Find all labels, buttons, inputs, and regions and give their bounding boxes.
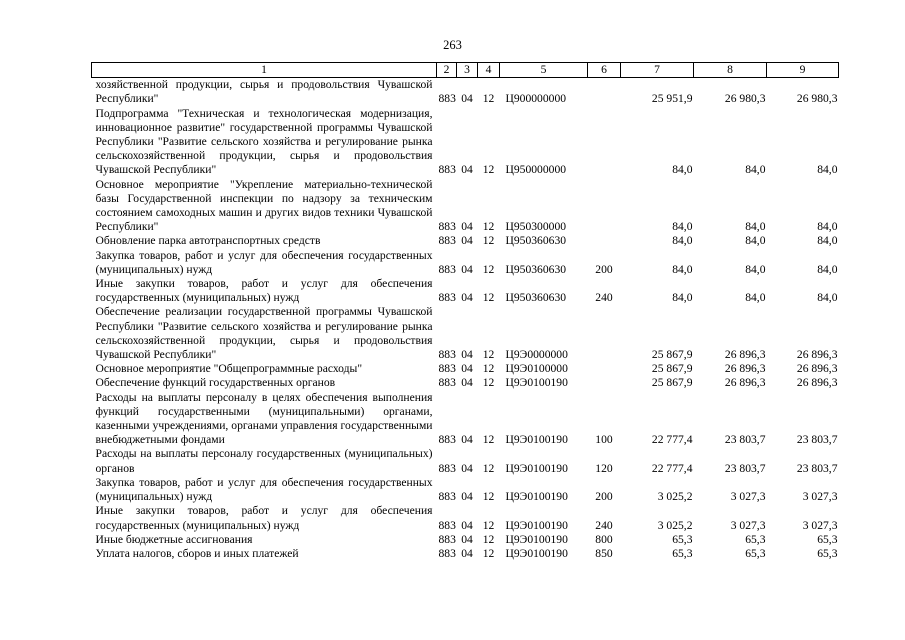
- amount-col-7: 25 867,9: [651, 376, 693, 390]
- table-row: [92, 504, 839, 532]
- section-code: 04: [461, 220, 473, 234]
- table-row: [92, 78, 839, 107]
- amount-col-7: 65,3: [672, 546, 693, 560]
- subsection-code: 12: [482, 234, 495, 248]
- amount-col-7: 22 777,4: [651, 433, 693, 447]
- subsection-code: 12: [482, 490, 495, 504]
- subsection-code: 12: [482, 92, 495, 106]
- budget-table: [91, 62, 839, 561]
- section-code: 04: [461, 433, 473, 447]
- amount-col-7: 25 867,9: [651, 362, 693, 376]
- section-code: 04: [461, 291, 473, 305]
- amount-col-7: 25 867,9: [651, 348, 693, 362]
- expense-type-code: 120: [595, 461, 613, 475]
- target-article-code: Ц950000000: [505, 163, 567, 177]
- amount-col-7: 65,3: [672, 532, 693, 546]
- amount-col-9: 84,0: [817, 220, 838, 234]
- target-article-code: Ц9Э0100000: [505, 362, 568, 376]
- admin-code: 883: [438, 532, 456, 546]
- amount-col-7: 3 025,2: [657, 518, 693, 532]
- section-code: 04: [461, 234, 473, 248]
- table-body: [92, 78, 839, 561]
- expense-type-code: 200: [595, 262, 613, 276]
- row-name: Расходы на выплаты персоналу в целях обеспечения выполнения функций государственными (муниципальными) органами, казенными учреждениями, органами управления государственными внебюджетными фондами: [95, 390, 433, 447]
- row-name: хозяйственной продукции, сырья и продовольствия Чувашской Республики": [95, 78, 433, 106]
- row-name: Уплата налогов, сборов и иных платежей: [95, 546, 299, 560]
- subsection-code: 12: [482, 433, 495, 447]
- section-code: 04: [461, 376, 473, 390]
- amount-col-8: 26 896,3: [724, 376, 766, 390]
- expense-type-code: 800: [595, 532, 613, 546]
- target-article-code: Ц9Э0100190: [505, 532, 568, 546]
- table-row: [92, 476, 839, 504]
- admin-code: 883: [438, 163, 456, 177]
- subsection-code: 12: [482, 362, 495, 376]
- amount-col-7: 84,0: [672, 220, 693, 234]
- amount-col-8: 84,0: [745, 234, 766, 248]
- expense-type-code: [588, 178, 621, 235]
- target-article-code: Ц9Э0000000: [505, 348, 568, 362]
- amount-col-8: 3 027,3: [730, 490, 766, 504]
- amount-col-9: 26 896,3: [796, 376, 838, 390]
- amount-col-8: 84,0: [745, 163, 766, 177]
- column-header: 3: [457, 63, 478, 78]
- amount-col-9: 84,0: [817, 291, 838, 305]
- amount-col-8: 26 980,3: [724, 92, 766, 106]
- expense-type-code: [588, 376, 621, 390]
- amount-col-9: 23 803,7: [796, 433, 838, 447]
- column-header: 9: [767, 63, 839, 78]
- section-code: 04: [461, 518, 473, 532]
- column-header: 8: [694, 63, 767, 78]
- row-name: Расходы на выплаты персоналу государственных (муниципальных) органов: [95, 447, 433, 475]
- target-article-code: Ц9Э0100190: [505, 490, 568, 504]
- target-article-code: Ц900000000: [505, 92, 567, 106]
- row-name: Закупка товаров, работ и услуг для обеспечения государственных (муниципальных) нужд: [95, 475, 433, 504]
- section-code: 04: [461, 546, 473, 560]
- row-name: Закупка товаров, работ и услуг для обеспечения государственных (муниципальных) нужд: [95, 248, 433, 276]
- section-code: 04: [461, 92, 473, 106]
- amount-col-8: 84,0: [745, 262, 766, 276]
- column-header: 7: [621, 63, 694, 78]
- table-row: [92, 391, 839, 448]
- admin-code: 883: [438, 376, 456, 390]
- section-code: 04: [461, 461, 473, 475]
- table-row: [92, 305, 839, 362]
- table-row: [92, 533, 839, 547]
- admin-code: 883: [438, 262, 456, 276]
- target-article-code: Ц9Э0100190: [505, 433, 568, 447]
- subsection-code: 12: [482, 220, 495, 234]
- target-article-code: Ц9Э0100190: [505, 546, 568, 560]
- page-number: 263: [443, 38, 462, 52]
- amount-col-7: 25 951,9: [651, 92, 693, 106]
- amount-col-7: 22 777,4: [651, 461, 693, 475]
- row-name: Обновление парка автотранспортных средств: [95, 234, 321, 248]
- amount-col-9: 65,3: [817, 532, 838, 546]
- section-code: 04: [461, 163, 473, 177]
- admin-code: 883: [438, 546, 456, 560]
- expense-type-code: [588, 234, 621, 248]
- column-header: 5: [500, 63, 588, 78]
- expense-type-code: [588, 78, 621, 107]
- amount-col-8: 3 027,3: [730, 518, 766, 532]
- expense-type-code: 200: [595, 490, 613, 504]
- section-code: 04: [461, 490, 473, 504]
- admin-code: 883: [438, 92, 456, 106]
- subsection-code: 12: [482, 532, 495, 546]
- expense-type-code: 240: [595, 518, 613, 532]
- table-header: [92, 63, 839, 78]
- amount-col-9: 84,0: [817, 234, 838, 248]
- subsection-code: 12: [482, 518, 495, 532]
- amount-col-9: 65,3: [817, 546, 838, 560]
- amount-col-7: 84,0: [672, 163, 693, 177]
- table-row: [92, 249, 839, 277]
- section-code: 04: [461, 362, 473, 376]
- admin-code: 883: [438, 348, 456, 362]
- amount-col-8: 26 896,3: [724, 348, 766, 362]
- table-row: [92, 447, 839, 475]
- column-header: 6: [588, 63, 621, 78]
- target-article-code: Ц9Э0100190: [505, 518, 568, 532]
- table-row: [92, 547, 839, 561]
- amount-col-7: 84,0: [672, 262, 693, 276]
- subsection-code: 12: [482, 348, 495, 362]
- expense-type-code: 100: [595, 433, 613, 447]
- amount-col-8: 23 803,7: [724, 433, 766, 447]
- amount-col-8: 23 803,7: [724, 461, 766, 475]
- subsection-code: 12: [482, 546, 495, 560]
- admin-code: 883: [438, 291, 456, 305]
- section-code: 04: [461, 262, 473, 276]
- table-row: [92, 178, 839, 235]
- row-name: Обеспечение реализации государственной программы Чувашской Республики "Развитие сельского хозяйства и регулирование рынка сельскохозяйственной продукции, сырья и продовольствия Чувашской Республики": [95, 305, 433, 362]
- target-article-code: Ц9Э0100190: [505, 376, 568, 390]
- expense-type-code: [588, 305, 621, 362]
- amount-col-7: 84,0: [672, 291, 693, 305]
- amount-col-9: 23 803,7: [796, 461, 838, 475]
- subsection-code: 12: [482, 461, 495, 475]
- column-header: 4: [478, 63, 500, 78]
- table-row: [92, 376, 839, 390]
- admin-code: 883: [438, 461, 456, 475]
- expense-type-code: 240: [595, 291, 613, 305]
- column-header: 1: [92, 63, 437, 78]
- subsection-code: 12: [482, 376, 495, 390]
- target-article-code: Ц9Э0100190: [505, 461, 568, 475]
- admin-code: 883: [438, 220, 456, 234]
- expense-type-code: 850: [595, 546, 613, 560]
- target-article-code: Ц950300000: [505, 220, 567, 234]
- admin-code: 883: [438, 518, 456, 532]
- amount-col-9: 26 896,3: [796, 348, 838, 362]
- admin-code: 883: [438, 490, 456, 504]
- amount-col-8: 65,3: [745, 546, 766, 560]
- amount-col-9: 84,0: [817, 262, 838, 276]
- subsection-code: 12: [482, 163, 495, 177]
- amount-col-9: 3 027,3: [802, 490, 838, 504]
- target-article-code: Ц950360630: [505, 234, 567, 248]
- row-name: Иные закупки товаров, работ и услуг для обеспечения государственных (муниципальных) нужд: [95, 504, 433, 532]
- row-name: Иные закупки товаров, работ и услуг для обеспечения государственных (муниципальных) нужд: [95, 277, 433, 305]
- amount-col-9: 3 027,3: [802, 518, 838, 532]
- amount-col-9: 26 896,3: [796, 362, 838, 376]
- amount-col-9: 84,0: [817, 163, 838, 177]
- admin-code: 883: [438, 234, 456, 248]
- table-row: [92, 362, 839, 376]
- amount-col-8: 84,0: [745, 220, 766, 234]
- section-code: 04: [461, 348, 473, 362]
- subsection-code: 12: [482, 291, 495, 305]
- row-name: Обеспечение функций государственных органов: [95, 376, 336, 390]
- column-header: 2: [437, 63, 457, 78]
- admin-code: 883: [438, 433, 456, 447]
- row-name: Подпрограмма "Техническая и технологическая модернизация, инновационное развитие" государственной программы Чувашской Республики "Развитие сельского хозяйства и регулирование рынка сельскохозяйственной продукции, сырья и продовольствия Чувашской Республики": [95, 106, 433, 177]
- target-article-code: Ц950360630: [505, 291, 567, 305]
- expense-type-code: [588, 107, 621, 178]
- amount-col-8: 26 896,3: [724, 362, 766, 376]
- table-row: [92, 107, 839, 178]
- row-name: Основное мероприятие "Общепрограммные расходы": [95, 362, 363, 376]
- column-number-row: [92, 63, 839, 78]
- expense-type-code: [588, 362, 621, 376]
- target-article-code: Ц950360630: [505, 262, 567, 276]
- row-name: Основное мероприятие "Укрепление материально-технической базы Государственной инспекции по надзору за техническим состоянием самоходных машин и других видов техники Чувашской Республики": [95, 177, 433, 234]
- amount-col-7: 3 025,2: [657, 490, 693, 504]
- amount-col-9: 26 980,3: [796, 92, 838, 106]
- table-row: [92, 277, 839, 305]
- amount-col-8: 65,3: [745, 532, 766, 546]
- amount-col-8: 84,0: [745, 291, 766, 305]
- row-name: Иные бюджетные ассигнования: [95, 532, 253, 546]
- admin-code: 883: [438, 362, 456, 376]
- amount-col-7: 84,0: [672, 234, 693, 248]
- table-row: [92, 234, 839, 248]
- section-code: 04: [461, 532, 473, 546]
- subsection-code: 12: [482, 262, 495, 276]
